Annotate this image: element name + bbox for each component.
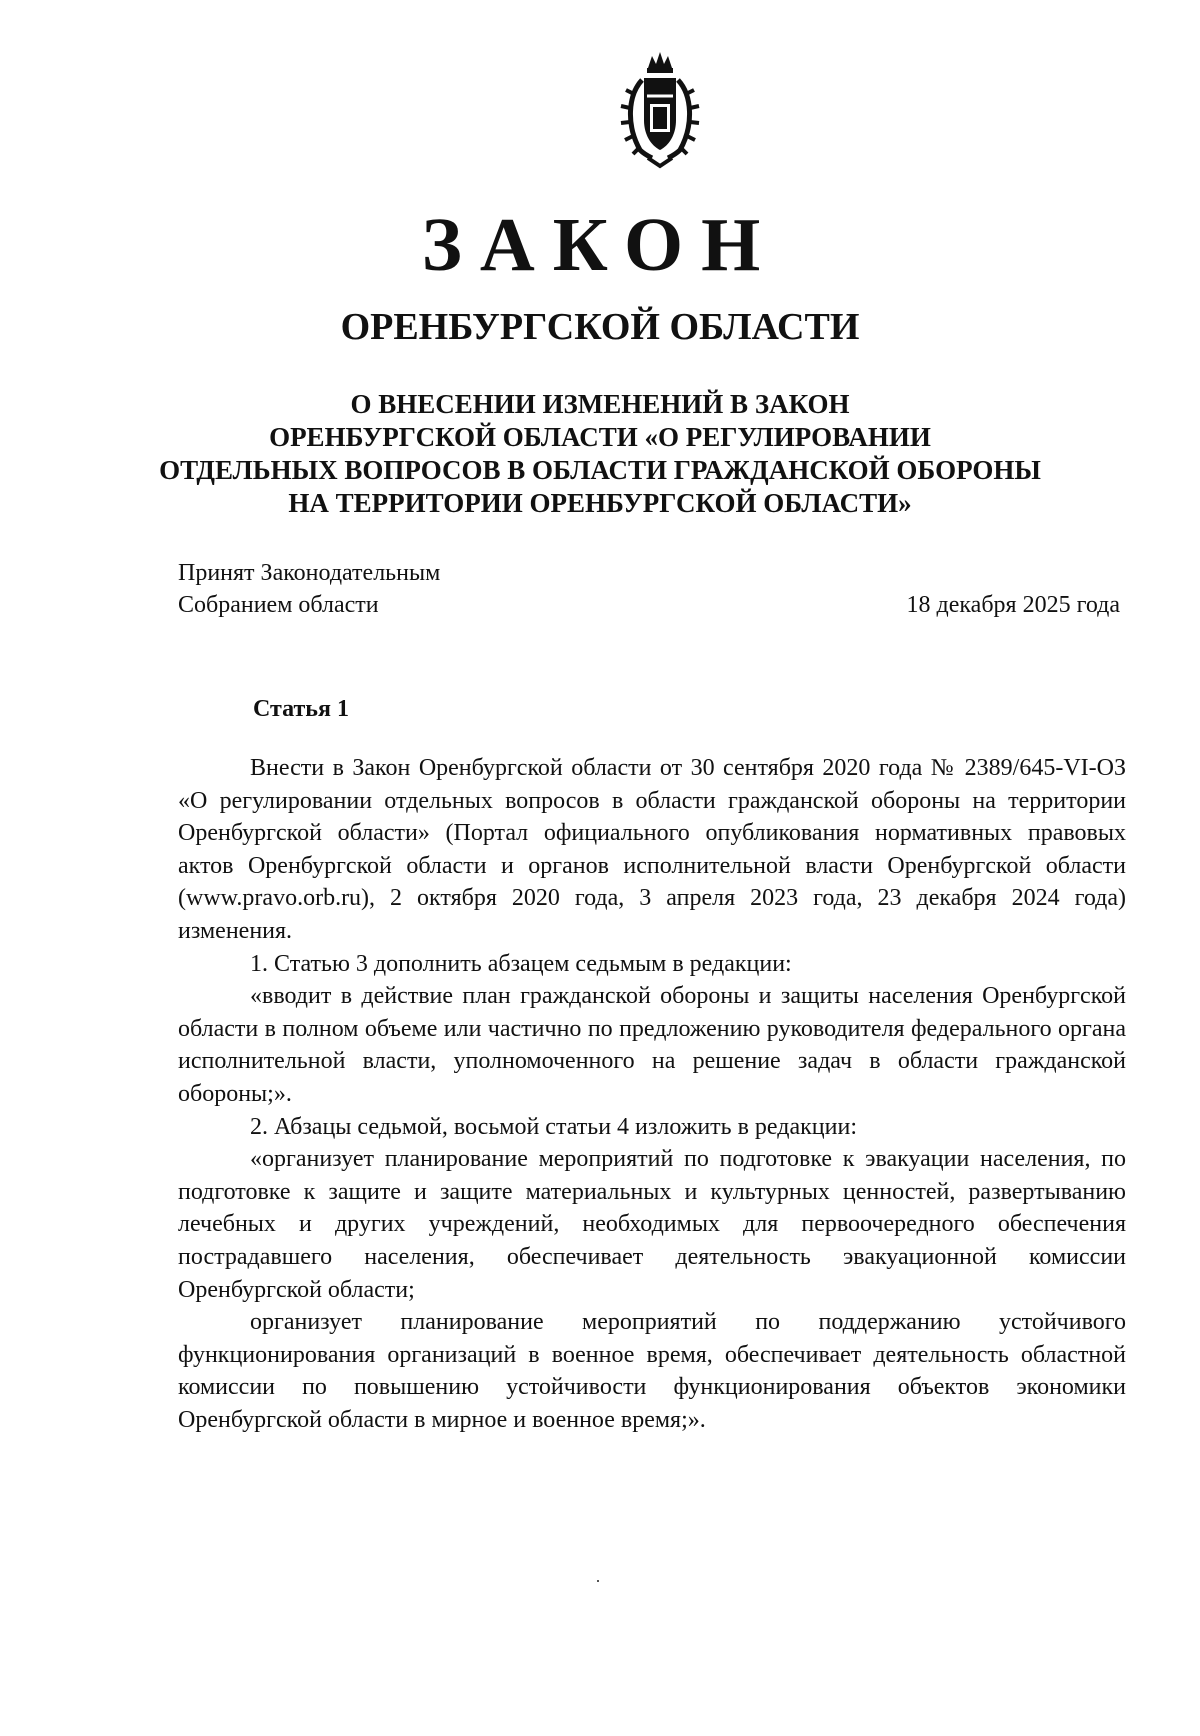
adoption-line: Собранием области — [178, 592, 379, 618]
adoption-date: 18 декабря 2025 года — [906, 592, 1120, 618]
article-paragraph: «организует планирование мероприятий по подготовке к эвакуации населения, по подготовке к защите и защите материальных и культурных ценностей, развертыванию лечебных и других учреждений, необходимых для первоочередного обеспечения пострадавшего населения, обеспечивает деятельность эвакуационной комиссии Оренбургской области; — [178, 1146, 1126, 1303]
article-paragraph: 1. Статью 3 дополнить абзацем седьмым в редакции: — [250, 950, 792, 977]
adoption-statement — [178, 557, 440, 621]
article-paragraph: «вводит в действие план гражданской обороны и защиты населения Оренбургской области в полном объеме или частично по предложению руководителя федерального органа исполнительной власти, уполномоченного на решение задач в области гражданской обороны;». — [178, 983, 1126, 1107]
law-title-line: О ВНЕСЕНИИ ИЗМЕНЕНИЙ В ЗАКОН — [350, 389, 850, 419]
coat-of-arms-icon — [620, 50, 700, 170]
scan-speck — [597, 1580, 599, 1582]
article-paragraph: Внести в Закон Оренбургской области от 30 сентября 2020 года № 2389/645-VI-ОЗ «О регулировании отдельных вопросов в области гражданской обороны на территории Оренбургской области» (Портал официального опубликования нормативных правовых актов Оренбургской области и органов исполнительной власти Оренбургской области (www.pravo.orb.ru), 2 октября 2020 года, 3 апреля 2023 года, 23 декабря 2024 года) изменения. — [178, 755, 1126, 944]
article-body — [178, 752, 1126, 1436]
law-title-line: ОРЕНБУРГСКОЙ ОБЛАСТИ «О РЕГУЛИРОВАНИИ — [269, 422, 931, 452]
article-paragraph: организует планирование мероприятий по поддержанию устойчивого функционирования организаций в военное время, обеспечивает деятельность областной комиссии по повышению устойчивости функционирования объектов экономики Оренбургской области в мирное и военное время;». — [178, 1309, 1126, 1433]
article-paragraph: 2. Абзацы седьмой, восьмой статьи 4 изложить в редакции: — [250, 1113, 857, 1140]
law-title-line: ОТДЕЛЬНЫХ ВОПРОСОВ В ОБЛАСТИ ГРАЖДАНСКОЙ ОБОРОНЫ — [159, 455, 1041, 485]
law-title — [150, 388, 1050, 520]
document-type-heading: ЗАКОН — [421, 203, 779, 287]
region-heading: ОРЕНБУРГСКОЙ ОБЛАСТИ — [340, 306, 860, 348]
article-heading: Статья 1 — [253, 696, 349, 722]
law-title-line: НА ТЕРРИТОРИИ ОРЕНБУРГСКОЙ ОБЛАСТИ» — [288, 488, 912, 518]
adoption-line: Принят Законодательным — [178, 560, 441, 586]
